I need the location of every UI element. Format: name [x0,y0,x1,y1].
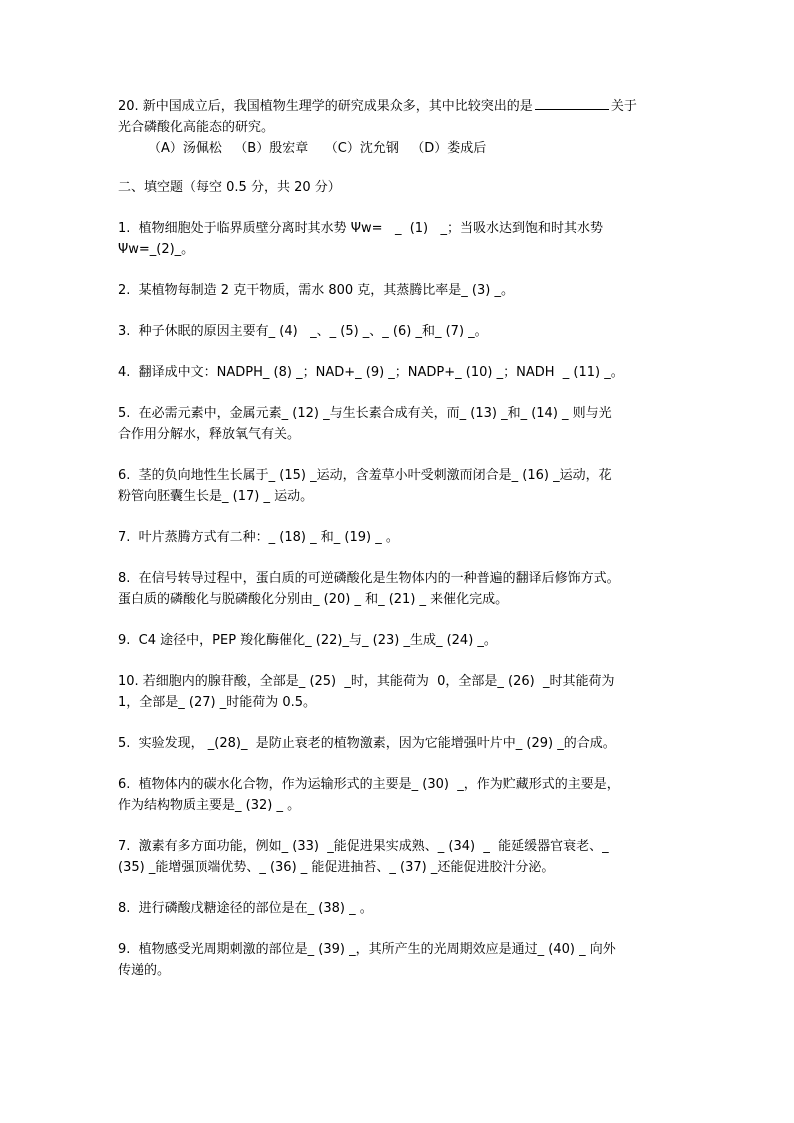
question-20-options: （A）汤佩松 （B）殷宏章 （C）沈允钢 （D）娄成后 [148,141,487,156]
fill-in-item [118,465,678,507]
fill-in-item-line: 8. 在信号转导过程中，蛋白质的可逆磷酸化是生物体内的一种普遍的翻译后修饰方式。 [118,571,620,586]
question-20-text: 20. 新中国成立后，我国植物生理学的研究成果众多，其中比较突出的是 [118,99,533,114]
fill-in-item-line: 传递的。 [118,963,171,978]
fill-in-item [118,733,678,754]
fill-in-item [118,280,678,301]
fill-in-item-line: 8. 进行磷酸戊糖途径的部位是在_ (38) _ 。 [118,901,373,916]
fill-in-item-line: 合作用分解水，释放氧气有关。 [118,427,301,442]
fill-in-item-line: (35) _能增强顶端优势、_ (36) _ 能促进抽苔、_ (37) _还能促进胶汁分泌。 [118,860,555,875]
fill-in-list [118,218,678,981]
fill-in-item [118,630,678,651]
answer-blank-line [535,96,609,110]
fill-in-item-line: 9. C4 途径中，PEP 羧化酶催化_ (22)_与_ (23) _生成_ (24) _。 [118,633,497,648]
question-20-line-2: 光合磷酸化高能态的研究。 [118,120,275,135]
fill-in-item-line: Ψw=_(2)_。 [118,242,195,257]
fill-in-item [118,527,678,548]
fill-in-item [118,774,678,816]
fill-in-item [118,218,678,260]
question-20-line-1 [118,96,678,117]
fill-in-item [118,671,678,713]
fill-in-item-line: 1，全部是_ (27) _时能荷为 0.5。 [118,695,317,710]
fill-in-item-line: 5. 实验发现， _(28)_ 是防止衰老的植物激素，因为它能增强叶片中_ (29) _的合成。 [118,736,616,751]
fill-in-item-line: 作为结构物质主要是_ (32) _ 。 [118,798,301,813]
fill-in-item-line: 6. 茎的负向地性生长属于_ (15) _运动，含羞草小叶受刺激而闭合是_ (16) _运动，花 [118,468,612,483]
fill-in-item-line: 2. 某植物每制造 2 克干物质，需水 800 克，其蒸腾比率是_ (3) _。 [118,283,514,298]
fill-in-item-line: 5. 在必需元素中，金属元素_ (12) _与生长素合成有关，而_ (13) _和_ (14) _ 则与光 [118,406,612,421]
fill-in-item-line: 1. 植物细胞处于临界质壁分离时其水势 Ψw= _ (1) _；当吸水达到饱和时其水势 [118,221,604,236]
fill-in-item-line: 蛋白质的磷酸化与脱磷酸化分别由_ (20) _ 和_ (21) _ 来催化完成。 [118,592,509,607]
fill-in-item-line: 6. 植物体内的碳水化合物，作为运输形式的主要是_ (30) _，作为贮藏形式的主要是， [118,777,620,792]
document-content [118,96,678,1001]
fill-in-item-line: 4. 翻译成中文：NADPH_ (8) _；NAD+_ (9) _；NADP+_ (10) _；NADH _ (11) _。 [118,365,624,380]
section-title: 二、填空题（每空 0.5 分，共 20 分） [118,180,341,195]
fill-in-item-line: 7. 叶片蒸腾方式有二种：_ (18) _ 和_ (19) _ 。 [118,530,399,545]
fill-in-item [118,321,678,342]
question-20-text-end: 关于 [610,99,637,114]
fill-in-item-line: 7. 激素有多方面功能，例如_ (33) _能促进果实成熟、_ (34) _ 能延缓器官衰老、_ [118,839,609,854]
fill-in-item-line: 9. 植物感受光周期刺激的部位是_ (39) _，其所产生的光周期效应是通过_ (40) _ 向外 [118,942,616,957]
fill-in-item-line: 3. 种子休眠的原因主要有_ (4) _、_ (5) _、_ (6) _和_ (7) _。 [118,324,488,339]
fill-in-item-line: 粉管向胚囊生长是_ (17) _ 运动。 [118,489,314,504]
fill-in-item [118,403,678,445]
fill-in-item [118,568,678,610]
fill-in-item [118,898,678,919]
fill-in-item-line: 10. 若细胞内的腺苷酸，全部是_ (25) _时，其能荷为 0，全部是_ (26) _时其能荷为 [118,674,615,689]
fill-in-item [118,362,678,383]
question-20 [118,96,678,159]
fill-in-item [118,939,678,981]
fill-in-item [118,836,678,878]
